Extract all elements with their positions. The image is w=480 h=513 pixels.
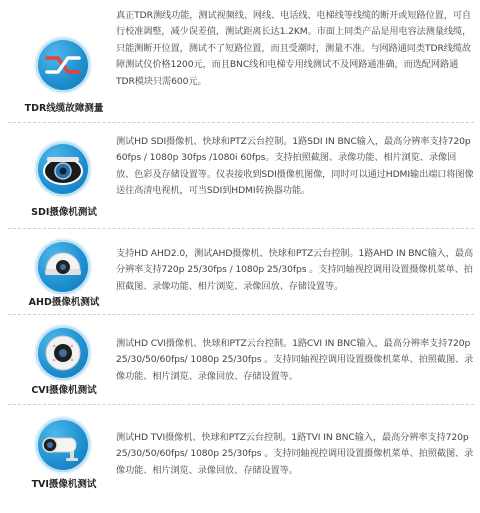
feature-row-cvi [0, 324, 480, 404]
divider [8, 404, 474, 405]
tdr-description: 真正TDR测线功能，测试视频线、网线、电话线、电梯线等线缆的断开或短路位置，可自行校准调整，减少误差值，测试距离长达1.2KM。市面上同类产品是用电容法测量线缆，只能测断开位置，测试不了短路位置，而且受潮时，测量不准。与网路通同类TDR线缆故障测试仪价格1200元，而且BNC线和电梯专用线测试不及网路通准确，而选配网路通TDR模块只需600元。 [116, 10, 472, 87]
ahd-dome-camera-icon [36, 240, 90, 294]
cvi-description: 测试HD CVI摄像机、快球和PTZ云台控制。1路CVI IN BNC输入，最高分辨率支持720p 25/30/50/60fps/ 1080p 25/30fps 。支持同轴视控调用设置摄像机菜单、拍照截图、录像功能、相片浏览、录像回放、存储设置等。 [116, 338, 474, 382]
sdi-description: 测试HD SDI摄像机、快球和PTZ云台控制。1路SDI IN BNC输入，最高分辨率支持720p 60fps / 1080p 30fps /1080i 60fps。支持拍照截图、录像功能、相片浏览、录像回放、色彩及存储设置等。仪表接收到SDI摄像机图像，同时可以通过HDMI输出端口将图像送往高清电视机，可当SDI到HDMI转换器功能。 [116, 136, 474, 197]
ahd-description: 支持HD AHD2.0，测试AHD摄像机、快球和PTZ云台控制。1路AHD IN BNC输入，最高分辨率支持720p 25/30fps / 1080p 25/30fps 。支持同轴视控调用设置摄像机菜单、拍照截图、录像功能、相片浏览、录像回放、存储设置等。 [116, 248, 474, 292]
divider [8, 122, 474, 123]
sdi-camera-icon [36, 142, 90, 196]
tvi-bullet-camera-icon [36, 418, 90, 472]
cvi-dome-camera-icon [36, 326, 90, 380]
ahd-label: AHD摄像机测试 [28, 297, 100, 308]
tdr-waveform-icon [36, 38, 90, 92]
divider [8, 314, 474, 315]
sdi-label: SDI摄像机测试 [31, 207, 97, 218]
tdr-label: TDR线缆故障测量 [24, 103, 104, 114]
feature-row-tdr [0, 8, 480, 118]
divider [8, 228, 474, 229]
feature-row-sdi [0, 134, 480, 230]
feature-row-ahd [0, 240, 480, 320]
tvi-label: TVI摄像机测试 [31, 479, 97, 490]
cvi-label: CVI摄像机测试 [31, 385, 97, 396]
feature-row-tvi [0, 414, 480, 510]
tvi-description: 测试HD TVI摄像机、快球和PTZ云台控制。1路TVI IN BNC输入，最高分辨率支持720p 25/30/50/60fps/ 1080p 25/30fps 。支持同轴视控调用设置摄像机菜单、拍照截图、录像功能、相片浏览、录像回放、存储设置等。 [116, 432, 474, 476]
